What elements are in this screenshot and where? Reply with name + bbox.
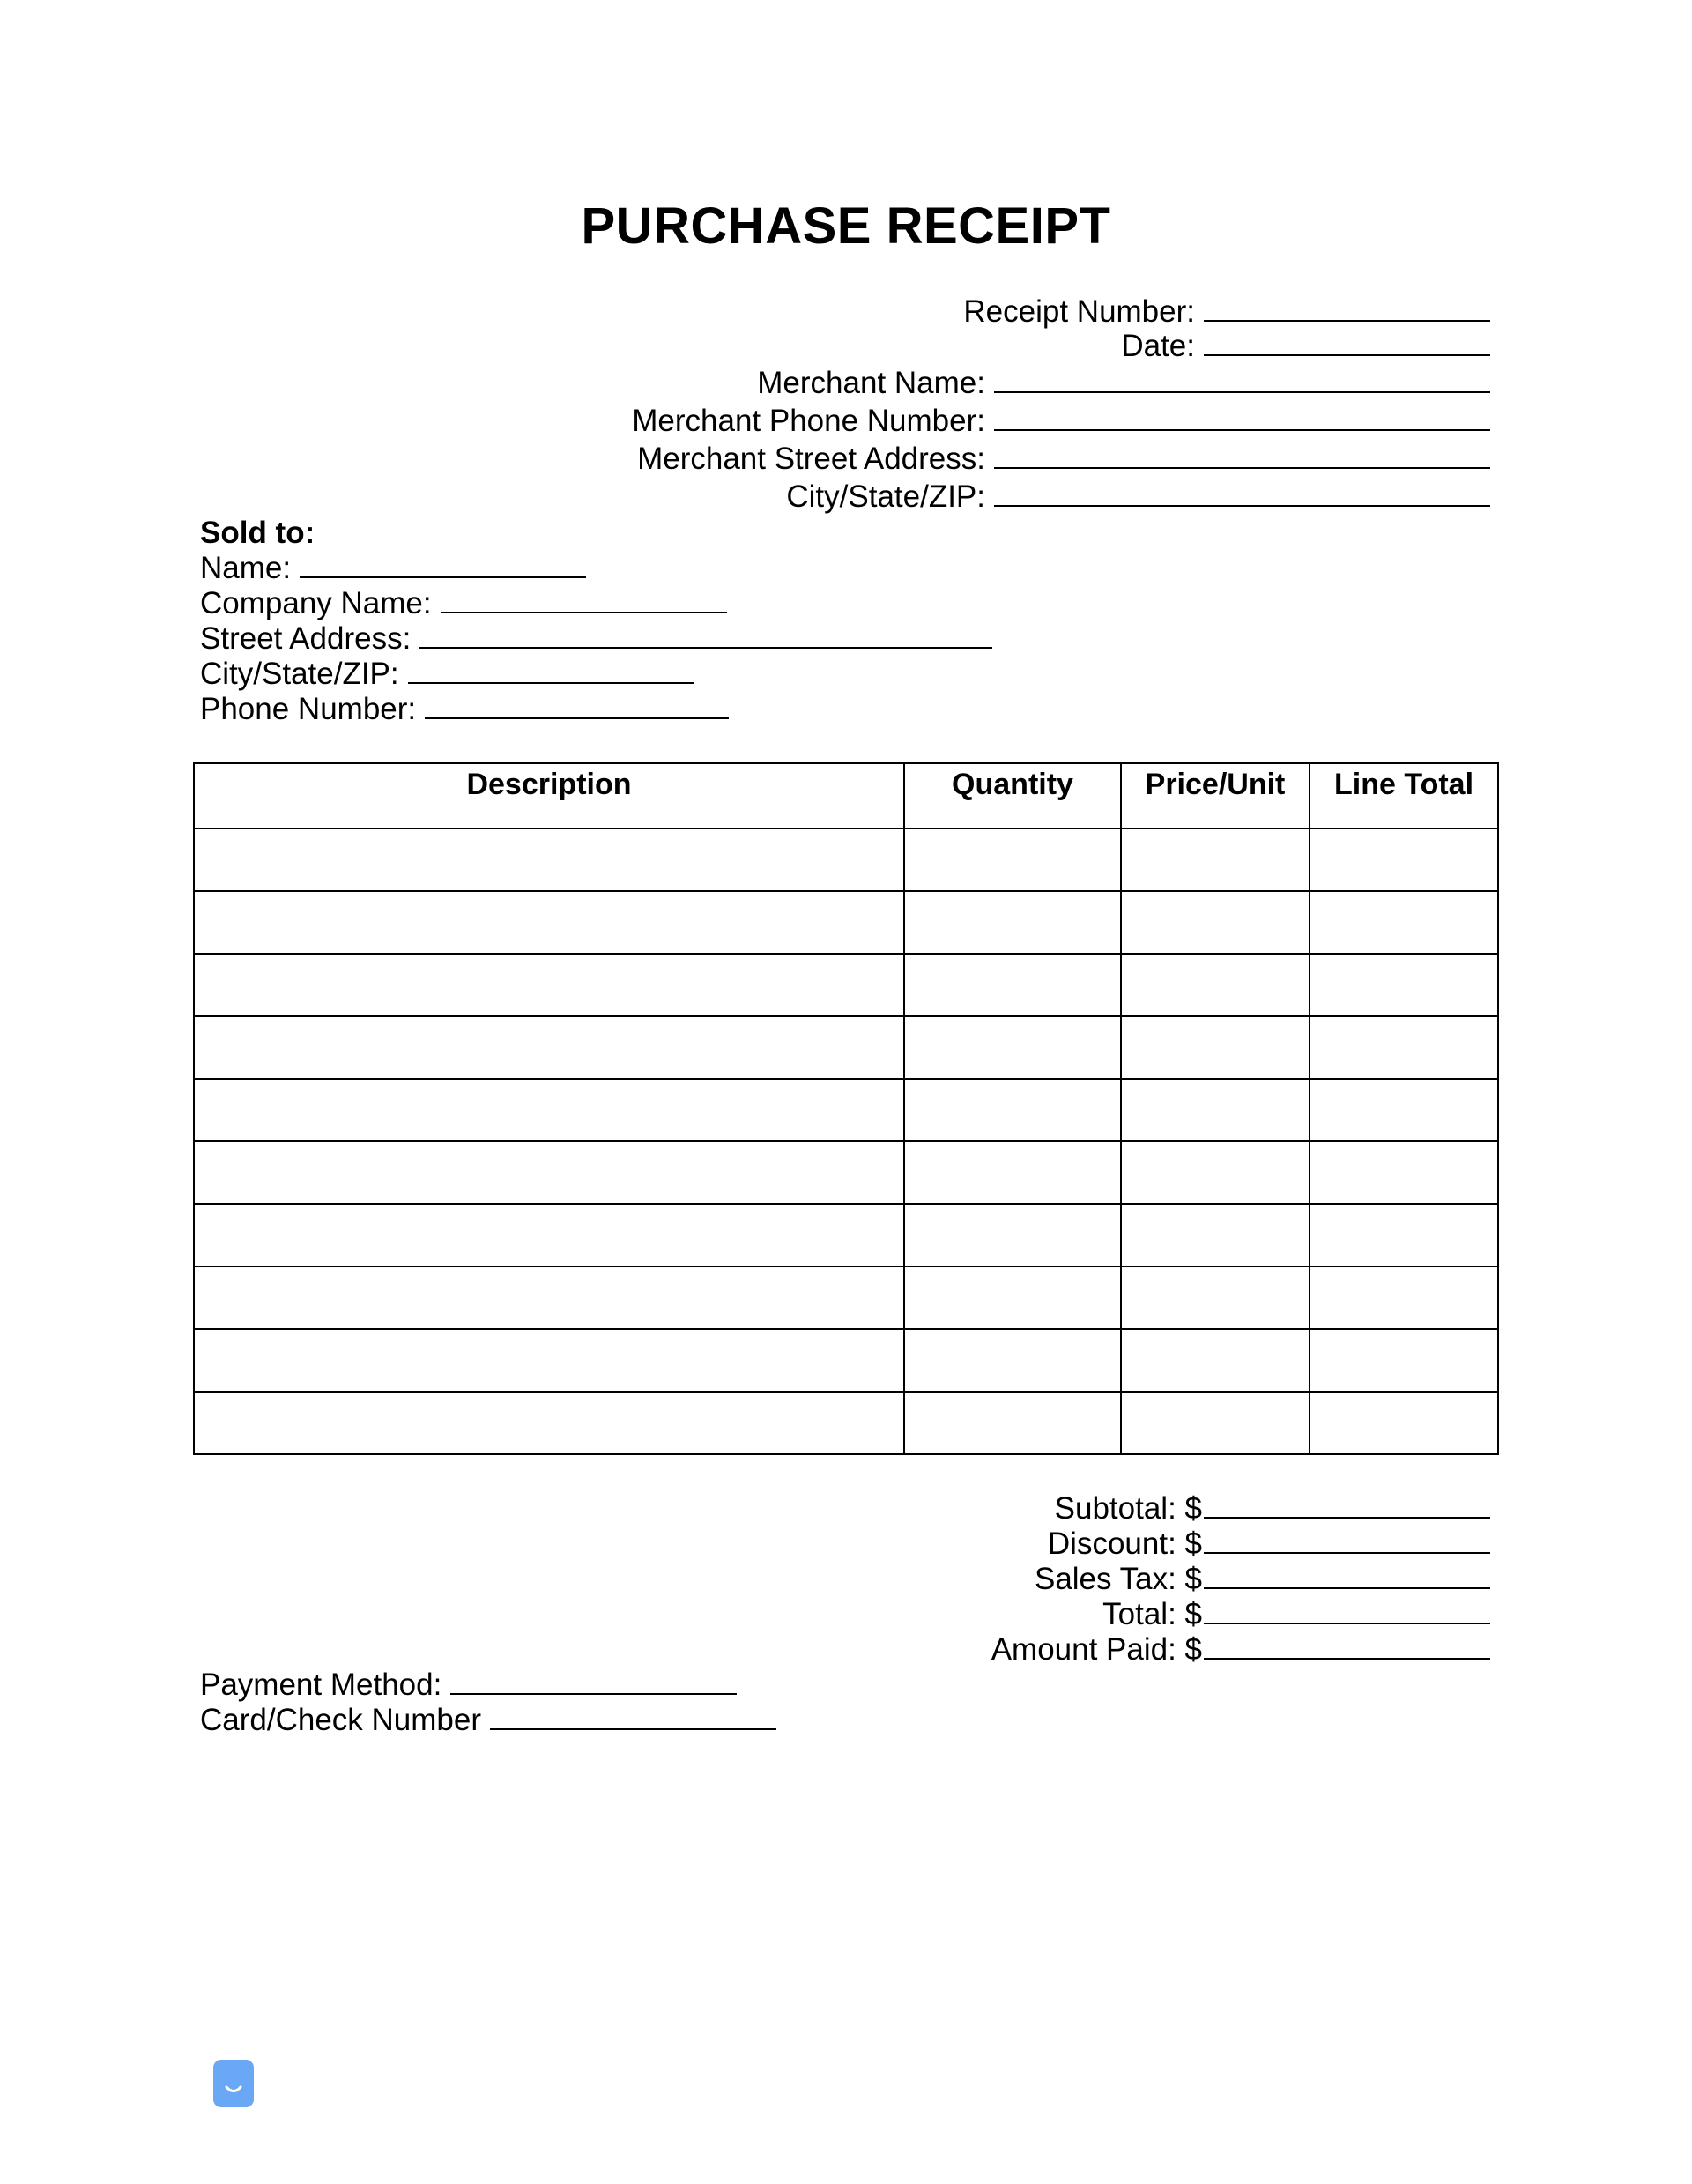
receipt-number-row — [963, 293, 1490, 330]
merchant-street-label: Merchant Street Address: — [637, 442, 985, 476]
cell-price-unit[interactable] — [1121, 1016, 1310, 1079]
merchant-name-row — [757, 365, 1490, 401]
cell-quantity[interactable] — [904, 828, 1121, 891]
cell-quantity[interactable] — [904, 1141, 1121, 1204]
cell-price-unit[interactable] — [1121, 1141, 1310, 1204]
date-row — [1121, 328, 1490, 364]
cell-price-unit[interactable] — [1121, 891, 1310, 954]
merchant-phone-label: Merchant Phone Number: — [632, 404, 985, 438]
cell-line-total[interactable] — [1310, 1016, 1498, 1079]
discount-label: Discount: $ — [1047, 1527, 1202, 1561]
cell-description[interactable] — [194, 1204, 904, 1267]
cell-quantity[interactable] — [904, 891, 1121, 954]
total-field[interactable] — [1204, 1596, 1490, 1624]
logo-icon — [213, 2060, 254, 2107]
sold-to-company-field[interactable] — [441, 585, 727, 613]
amount-paid-field[interactable] — [1204, 1631, 1490, 1660]
payment-method-label: Payment Method: — [200, 1668, 442, 1702]
sold-to-name-label: Name: — [200, 551, 292, 585]
cell-quantity[interactable] — [904, 1267, 1121, 1329]
payment-method-field[interactable] — [450, 1667, 737, 1695]
cell-description[interactable] — [194, 1329, 904, 1392]
cell-line-total[interactable] — [1310, 1392, 1498, 1454]
merchant-phone-field[interactable] — [994, 403, 1490, 431]
table-row — [194, 954, 1498, 1016]
sold-to-city-row — [200, 656, 694, 692]
discount-field[interactable] — [1204, 1526, 1490, 1554]
merchant-name-label: Merchant Name: — [757, 366, 985, 400]
merchant-phone-row — [632, 403, 1490, 439]
cell-line-total[interactable] — [1310, 954, 1498, 1016]
card-check-field[interactable] — [490, 1702, 776, 1730]
cell-description[interactable] — [194, 1267, 904, 1329]
table-row — [194, 891, 1498, 954]
cell-quantity[interactable] — [904, 1079, 1121, 1141]
sales-tax-row — [1035, 1561, 1490, 1597]
table-row — [194, 1016, 1498, 1079]
items-table — [193, 762, 1499, 1455]
cell-line-total[interactable] — [1310, 1267, 1498, 1329]
cell-quantity[interactable] — [904, 1204, 1121, 1267]
cell-price-unit[interactable] — [1121, 954, 1310, 1016]
cell-line-total[interactable] — [1310, 1079, 1498, 1141]
receipt-number-field[interactable] — [1204, 293, 1490, 322]
payment-method-row — [200, 1667, 737, 1703]
merchant-street-row — [637, 441, 1490, 477]
total-label: Total: $ — [1102, 1597, 1202, 1631]
cell-line-total[interactable] — [1310, 1141, 1498, 1204]
date-label: Date: — [1121, 329, 1195, 363]
cell-line-total[interactable] — [1310, 1204, 1498, 1267]
items-body — [194, 828, 1498, 1454]
merchant-name-field[interactable] — [994, 365, 1490, 393]
cell-description[interactable] — [194, 1141, 904, 1204]
cell-line-total[interactable] — [1310, 891, 1498, 954]
sold-to-company-row — [200, 585, 727, 621]
table-row — [194, 1079, 1498, 1141]
sold-to-phone-row — [200, 691, 729, 727]
amount-paid-label: Amount Paid: $ — [991, 1632, 1202, 1667]
cell-price-unit[interactable] — [1121, 1329, 1310, 1392]
sold-to-heading: Sold to: — [200, 516, 315, 550]
amount-paid-row — [991, 1631, 1490, 1668]
subtotal-field[interactable] — [1204, 1490, 1490, 1519]
cell-description[interactable] — [194, 1079, 904, 1141]
cell-price-unit[interactable] — [1121, 1392, 1310, 1454]
cell-line-total[interactable] — [1310, 1329, 1498, 1392]
subtotal-row — [1055, 1490, 1490, 1527]
subtotal-label: Subtotal: $ — [1054, 1491, 1202, 1526]
table-row — [194, 1204, 1498, 1267]
table-row — [194, 1329, 1498, 1392]
cell-quantity[interactable] — [904, 1392, 1121, 1454]
table-header-row — [194, 763, 1498, 828]
document-title: PURCHASE RECEIPT — [581, 197, 1111, 255]
cell-quantity[interactable] — [904, 1016, 1121, 1079]
header-description: Description — [194, 763, 904, 828]
cell-price-unit[interactable] — [1121, 828, 1310, 891]
table-row — [194, 1141, 1498, 1204]
sold-to-phone-label: Phone Number: — [200, 692, 417, 726]
sales-tax-label: Sales Tax: $ — [1034, 1562, 1202, 1596]
cell-description[interactable] — [194, 891, 904, 954]
receipt-number-label: Receipt Number: — [963, 294, 1195, 329]
cell-description[interactable] — [194, 828, 904, 891]
cell-price-unit[interactable] — [1121, 1267, 1310, 1329]
merchant-city-label: City/State/ZIP: — [786, 479, 985, 514]
cell-price-unit[interactable] — [1121, 1204, 1310, 1267]
card-check-label: Card/Check Number — [200, 1703, 481, 1737]
merchant-street-field[interactable] — [994, 441, 1490, 469]
sold-to-phone-field[interactable] — [425, 691, 729, 719]
sold-to-street-row — [200, 620, 992, 657]
merchant-city-field[interactable] — [994, 479, 1490, 507]
cell-description[interactable] — [194, 1016, 904, 1079]
sold-to-name-row — [200, 550, 586, 586]
header-price-unit: Price/Unit — [1121, 763, 1310, 828]
cell-price-unit[interactable] — [1121, 1079, 1310, 1141]
cell-line-total[interactable] — [1310, 828, 1498, 891]
table-row — [194, 828, 1498, 891]
total-row — [1102, 1596, 1490, 1632]
sold-to-name-field[interactable] — [300, 550, 586, 578]
discount-row — [1048, 1526, 1490, 1562]
sold-to-company-label: Company Name: — [200, 586, 432, 620]
header-quantity: Quantity — [904, 763, 1121, 828]
cell-quantity[interactable] — [904, 1329, 1121, 1392]
smile-icon — [213, 2060, 254, 2107]
header-line-total: Line Total — [1310, 763, 1498, 828]
merchant-city-row — [786, 479, 1490, 515]
cell-quantity[interactable] — [904, 954, 1121, 1016]
card-check-row — [200, 1702, 776, 1738]
cell-description[interactable] — [194, 954, 904, 1016]
sold-to-city-label: City/State/ZIP: — [200, 657, 399, 691]
sales-tax-field[interactable] — [1204, 1561, 1490, 1589]
sold-to-city-field[interactable] — [408, 656, 694, 684]
date-field[interactable] — [1204, 328, 1490, 356]
table-row — [194, 1267, 1498, 1329]
sold-to-street-label: Street Address: — [200, 621, 412, 656]
table-row — [194, 1392, 1498, 1454]
cell-description[interactable] — [194, 1392, 904, 1454]
sold-to-street-field[interactable] — [419, 620, 992, 649]
